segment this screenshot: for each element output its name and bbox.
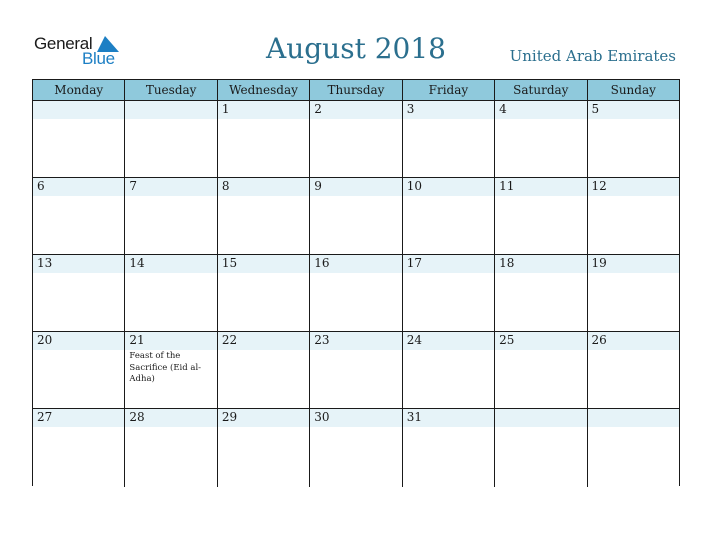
day-cell[interactable] xyxy=(403,178,495,254)
week-row xyxy=(33,332,679,409)
day-number: 8 xyxy=(221,179,230,193)
day-number: 13 xyxy=(37,256,53,270)
day-number: 25 xyxy=(499,333,515,347)
weekday-header: Sunday xyxy=(610,83,656,97)
day-cell[interactable] xyxy=(495,409,587,487)
day-cell[interactable] xyxy=(588,178,679,254)
day-number: 22 xyxy=(221,333,238,347)
day-cell[interactable] xyxy=(125,178,217,254)
day-number: 19 xyxy=(591,256,607,270)
day-number: 17 xyxy=(406,256,422,270)
brand-logo xyxy=(34,34,134,70)
day-cell[interactable] xyxy=(125,101,217,177)
day-number: 23 xyxy=(314,333,330,347)
day-number: 12 xyxy=(591,179,607,193)
day-cell[interactable] xyxy=(218,332,310,408)
day-cell[interactable] xyxy=(33,255,125,331)
weekday-header: Monday xyxy=(33,80,125,100)
day-number: 10 xyxy=(406,179,422,193)
weekday-header: Friday xyxy=(403,80,495,100)
day-number: 9 xyxy=(314,179,322,193)
day-number: 24 xyxy=(406,333,422,347)
weekday-header: Saturday xyxy=(495,80,587,100)
day-number: 5 xyxy=(591,102,600,116)
day-number: 2 xyxy=(314,102,322,116)
country-label: United Arab Emirates xyxy=(509,47,676,65)
day-number: 27 xyxy=(37,410,53,424)
day-number: 6 xyxy=(37,179,45,193)
day-cell[interactable] xyxy=(403,409,495,487)
day-cell[interactable] xyxy=(403,332,495,408)
day-number: 3 xyxy=(406,102,415,116)
weekday-header: Tuesday xyxy=(125,80,217,100)
day-number: 29 xyxy=(221,410,238,424)
day-number: 31 xyxy=(406,410,422,424)
week-row xyxy=(33,255,679,332)
day-cell[interactable] xyxy=(310,255,402,331)
day-cell[interactable] xyxy=(495,178,587,254)
day-cell[interactable] xyxy=(218,255,310,331)
day-cell[interactable] xyxy=(33,101,125,177)
day-cell[interactable] xyxy=(125,255,217,331)
day-cell[interactable] xyxy=(125,409,217,487)
day-cell[interactable] xyxy=(495,101,587,177)
day-number: 4 xyxy=(499,102,507,116)
day-cell[interactable] xyxy=(310,178,402,254)
day-cell[interactable] xyxy=(495,255,587,331)
day-cell[interactable] xyxy=(218,101,310,177)
day-cell[interactable] xyxy=(310,332,402,408)
day-cell[interactable] xyxy=(495,332,587,408)
calendar-grid xyxy=(32,79,680,486)
day-cell[interactable] xyxy=(588,101,679,177)
day-number: 1 xyxy=(221,102,230,116)
logo-word-general: General xyxy=(34,34,93,53)
calendar-title: August 2018 xyxy=(266,32,446,65)
day-number: 28 xyxy=(129,410,145,424)
day-cell[interactable] xyxy=(33,178,125,254)
logo-word-blue: Blue xyxy=(82,49,115,68)
weekday-header: Thursday xyxy=(310,80,402,100)
day-number: 7 xyxy=(129,179,138,193)
day-cell[interactable] xyxy=(588,255,679,331)
day-cell[interactable] xyxy=(33,409,125,487)
day-cell[interactable] xyxy=(588,332,679,408)
day-number: 11 xyxy=(499,179,515,193)
day-number: 14 xyxy=(129,256,145,270)
day-cell[interactable] xyxy=(218,178,310,254)
week-row xyxy=(33,409,679,487)
day-number: 20 xyxy=(37,333,53,347)
day-cell[interactable] xyxy=(588,409,679,487)
day-number: 26 xyxy=(591,333,607,347)
day-number: 16 xyxy=(314,256,330,270)
day-number: 18 xyxy=(499,256,515,270)
week-row xyxy=(33,101,679,178)
holiday-label: Feast of the Sacrifice (Eid al-Adha) xyxy=(129,351,202,384)
day-number: 15 xyxy=(221,256,238,270)
day-number: 30 xyxy=(314,410,330,424)
weekday-header: Wednesday xyxy=(218,80,310,100)
day-number: 21 xyxy=(129,333,145,347)
week-row xyxy=(33,178,679,255)
weekday-header-row xyxy=(33,80,679,101)
day-cell[interactable] xyxy=(125,332,217,408)
day-cell[interactable] xyxy=(218,409,310,487)
day-cell[interactable] xyxy=(403,101,495,177)
day-cell[interactable] xyxy=(33,332,125,408)
day-cell[interactable] xyxy=(310,409,402,487)
day-cell[interactable] xyxy=(403,255,495,331)
day-cell[interactable] xyxy=(310,101,402,177)
